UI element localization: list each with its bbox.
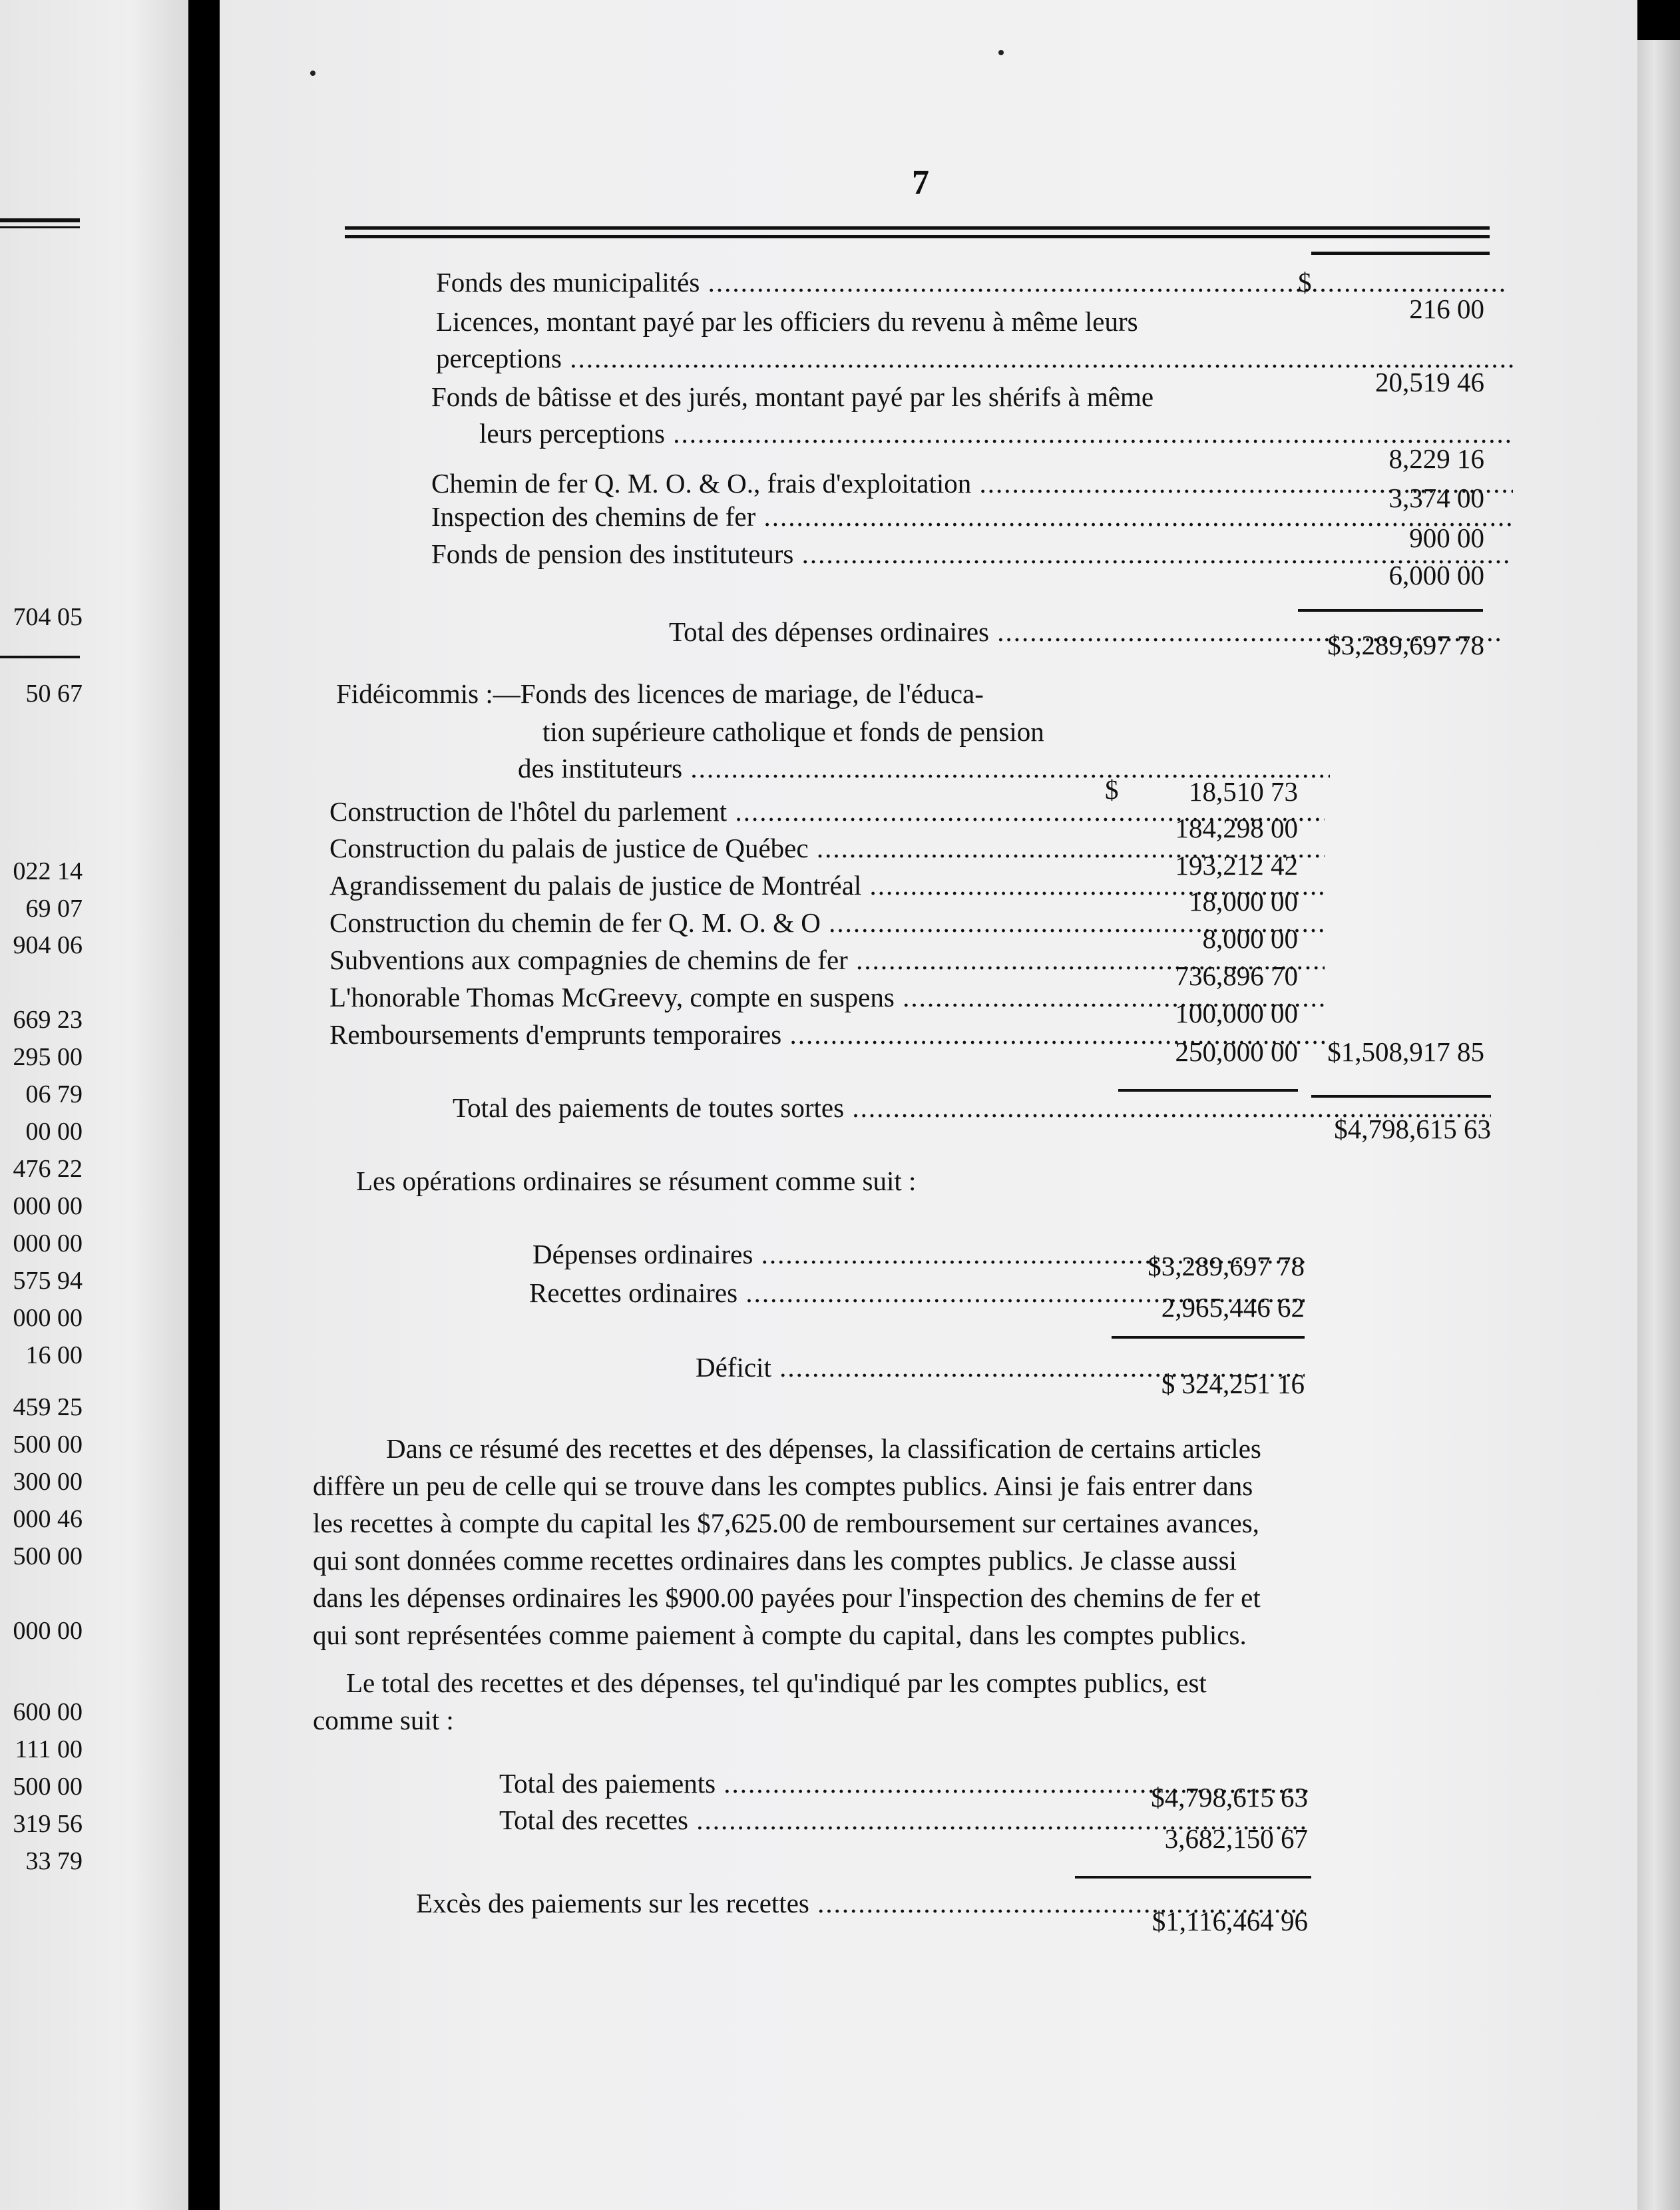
total-ordinary-label: Total des dépenses ordinaires ..... (669, 616, 1504, 648)
left-page-rule (0, 218, 80, 222)
left-margin-number: 704 05 (13, 603, 83, 631)
left-margin-number: 904 06 (13, 931, 83, 959)
left-margin-number: 111 00 (15, 1735, 83, 1763)
line-item-label: Chemin de fer Q. M. O. & O., frais d'exploitation ..... (431, 467, 1513, 499)
left-margin-number: 500 00 (13, 1431, 83, 1458)
line-item-amount: 8,000 00 (1202, 923, 1298, 954)
paragraph-line: qui sont données comme recettes ordinaires dans les comptes publics. Je classe aussi (313, 1545, 1237, 1576)
trust-label-line: des instituteurs ..... (518, 752, 1330, 784)
left-margin-number: 300 00 (13, 1468, 83, 1496)
line-item-amount: 216 00 (1409, 294, 1484, 324)
left-margin-number: 000 00 (13, 1229, 83, 1257)
excess-label: Excès des paiements sur les recettes ..... (416, 1887, 1308, 1919)
left-margin-number: 33 79 (25, 1847, 83, 1875)
line-item-amount: 736,896 70 (1175, 961, 1298, 991)
currency-symbol: $ (1298, 267, 1312, 298)
line-item-amount: 3,374 00 (1388, 483, 1484, 513)
left-margin-number: 575 94 (13, 1267, 83, 1295)
line-item-label-cont: leurs perceptions ..... (479, 417, 1514, 449)
line-item-label: Fonds de pension des instituteurs ..... (431, 538, 1510, 570)
line-item-label: Construction du palais de justice de Québec ..... (329, 832, 1325, 864)
line-item-label: Construction du chemin de fer Q. M. O. & O ..... (329, 907, 1325, 939)
left-margin-number: 000 00 (13, 1192, 83, 1220)
paragraph-line: Le total des recettes et des dépenses, tel qu'indiqué par les comptes publics, est (346, 1667, 1207, 1698)
line-item-amount: 6,000 00 (1388, 560, 1484, 590)
totals-label: Total des recettes ..... (499, 1804, 1308, 1836)
totals-amount: $4,798,615 63 (1151, 1782, 1308, 1813)
left-margin-number: 50 67 (25, 680, 83, 708)
line-item-label: Fonds de bâtisse et des jurés, montant payé par les shérifs à même (431, 381, 1154, 412)
totals-label: Total des paiements ..... (499, 1767, 1308, 1799)
left-margin-number: 295 00 (13, 1043, 83, 1071)
operations-intro: Les opérations ordinaires se résument comme suit : (356, 1166, 917, 1196)
ops-amount: 2,965,446 62 (1161, 1292, 1305, 1323)
page-number: 7 (912, 164, 929, 202)
ops-label: Recettes ordinaires ..... (529, 1277, 1305, 1309)
deficit-label: Déficit ..... (696, 1351, 1305, 1383)
totals-amount: 3,682,150 67 (1164, 1823, 1308, 1854)
paragraph-line: Dans ce résumé des recettes et des dépenses, la classification de certains articles (386, 1433, 1261, 1464)
left-margin-number: 459 25 (13, 1393, 83, 1421)
paragraph-line: les recettes à compte du capital les $7,625.00 de remboursement sur certaines avances, (313, 1508, 1259, 1538)
line-item-amount: 100,000 00 (1175, 998, 1298, 1028)
left-page-rule (0, 226, 80, 228)
total-all-amount: $4,798,615 63 (1334, 1114, 1491, 1144)
left-margin-number: 69 07 (25, 895, 83, 923)
left-margin-number: 00 00 (25, 1118, 83, 1146)
paragraph-line: diffère un peu de celle qui se trouve dans les comptes publics. Ainsi je fais entrer dans (313, 1470, 1253, 1501)
line-item-amount: 193,212 42 (1175, 850, 1298, 881)
left-margin-number: 600 00 (13, 1698, 83, 1726)
left-margin-number: 000 00 (13, 1304, 83, 1332)
sum-rule (1075, 1876, 1311, 1878)
left-margin-number: 669 23 (13, 1006, 83, 1034)
paragraph-line: comme suit : (313, 1705, 454, 1735)
header-rule (1311, 252, 1490, 255)
page-edge (1637, 40, 1680, 2210)
trust-amount: 18,510 73 (1189, 776, 1298, 807)
total-ordinary-amount: $3,289,697 78 (1327, 630, 1484, 660)
line-item-label: L'honorable Thomas McGreevy, compte en suspens ..... (329, 981, 1325, 1013)
sum-rule (1298, 609, 1483, 612)
deficit-amount: $ 324,251 16 (1161, 1369, 1305, 1399)
line-item-amount: 18,000 00 (1189, 886, 1298, 917)
ink-speck (310, 71, 315, 76)
left-margin-number: 16 00 (25, 1341, 83, 1369)
summary-paragraph (313, 1664, 1464, 1739)
left-margin-number: 319 56 (13, 1810, 83, 1838)
currency-symbol: $ (1105, 774, 1119, 805)
line-item-label: Licences, montant payé par les officiers du revenu à même leurs (436, 306, 1138, 337)
paragraph-line: qui sont représentées comme paiement à compte du capital, dans les comptes publics. (313, 1620, 1247, 1650)
line-item-amount: 900 00 (1409, 523, 1484, 553)
left-margin-number: 06 79 (25, 1080, 83, 1108)
paragraph-line: dans les dépenses ordinaires les $900.00 payées pour l'inspection des chemins de fer et (313, 1582, 1261, 1613)
line-item-amount: 20,519 46 (1375, 367, 1484, 397)
ink-speck (998, 50, 1004, 55)
line-item-label: Inspection des chemins de fer ..... (431, 501, 1513, 533)
sum-rule (1112, 1336, 1305, 1339)
line-item-amount: 184,298 00 (1175, 813, 1298, 843)
line-item-label: Agrandissement du palais de justice de Montréal ..... (329, 869, 1325, 901)
left-margin-number: 022 14 (13, 857, 83, 885)
left-margin-number: 500 00 (13, 1773, 83, 1801)
trust-label-line: Fidéicommis :—Fonds des licences de mariage, de l'éduca- (336, 678, 984, 709)
line-item-label: Fonds des municipalités ..... (436, 266, 1504, 298)
left-margin-number: 000 00 (13, 1617, 83, 1645)
line-item-label: Remboursements d'emprunts temporaires ..... (329, 1018, 1325, 1050)
line-item-amount: 8,229 16 (1388, 443, 1484, 474)
line-item-label-cont: perceptions ..... (436, 342, 1514, 374)
total-all-label: Total des paiements de toutes sortes ..... (453, 1092, 1491, 1124)
document-page (220, 0, 1637, 2210)
line-item-amount: 250,000 00 (1175, 1036, 1298, 1067)
excess-amount: $1,116,464 96 (1152, 1906, 1308, 1936)
trust-label-line: tion supérieure catholique et fonds de pension (542, 716, 1044, 747)
header-rule (345, 226, 1490, 230)
left-facing-page (0, 0, 188, 2210)
ops-amount: $3,289,697 78 (1148, 1251, 1305, 1281)
left-page-rule (0, 656, 80, 658)
line-item-label: Subventions aux compagnies de chemins de fer ..... (329, 944, 1325, 976)
header-rule (345, 235, 1490, 238)
left-margin-number: 476 22 (13, 1155, 83, 1183)
left-margin-number: 500 00 (13, 1542, 83, 1570)
line-item-label: Construction de l'hôtel du parlement ..... (329, 795, 1325, 827)
ops-label: Dépenses ordinaires ..... (532, 1238, 1305, 1270)
explanation-paragraph (313, 1430, 1464, 1654)
section-total-amount: $1,508,917 85 (1327, 1036, 1484, 1067)
left-margin-number: 000 46 (13, 1505, 83, 1533)
